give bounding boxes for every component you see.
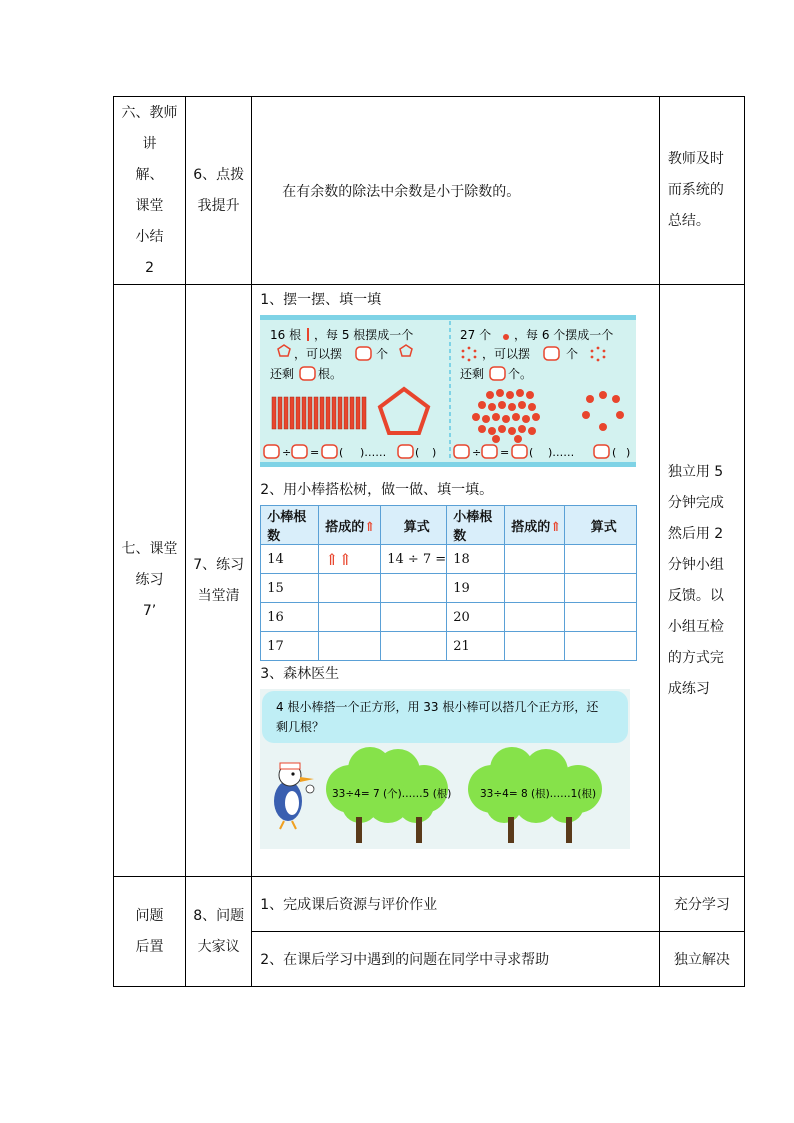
- table-cell: [381, 574, 447, 603]
- ex1-right-line2a: ，可以摆: [482, 347, 531, 361]
- exercise-3-title: 3、森林医生: [260, 666, 340, 682]
- table-cell: [505, 632, 565, 661]
- note-text: 然后用 2: [667, 525, 724, 542]
- exercise-1-illustration: [260, 315, 636, 467]
- stage-cell-summary: [114, 97, 186, 285]
- pine-tree-icon: ⇑⇑: [325, 549, 353, 569]
- activity-cell-summary: [186, 97, 252, 285]
- ex1-left-line1b: ，每 5 根摆成一个: [314, 328, 414, 342]
- blank-box: [300, 367, 315, 380]
- stage-text: 问题: [135, 907, 164, 924]
- stage-text: 后置: [135, 938, 164, 955]
- svg-text:)……: )……: [360, 446, 387, 459]
- apple-icon: [503, 334, 509, 340]
- table-cell: 14 ÷ 7 =: [381, 545, 447, 574]
- ex3-question-line1: 4 根小棒搭一个正方形，用 33 根小棒可以搭几个正方形，还: [276, 700, 599, 714]
- stage-text: 小结: [135, 228, 164, 245]
- svg-text:): ): [432, 446, 437, 459]
- note-text: 独立用 5: [667, 463, 724, 480]
- post-item-1: 1、完成课后资源与评价作业: [252, 877, 660, 932]
- ex1-right-line1b: ，每 6 个摆成一个: [514, 328, 614, 342]
- table-cell: [565, 545, 637, 574]
- table-row: [261, 545, 637, 574]
- svg-text:(: (: [529, 446, 534, 459]
- table-row: [261, 632, 637, 661]
- exercise-2-panel: [260, 505, 636, 654]
- note-text: 成练习: [667, 680, 710, 697]
- pine-tree-table: [260, 505, 637, 661]
- activity-text: 7、练习: [193, 556, 245, 573]
- header-cell: 搭成的⇑: [505, 506, 565, 545]
- summary-text: 在有余数的除法中余数是小于除数的。: [282, 183, 521, 200]
- table-cell: [505, 603, 565, 632]
- stage-text: 七、课堂: [121, 541, 178, 557]
- header-cell: 算式: [381, 506, 447, 545]
- ex3-question-line2: 剩几根？: [276, 720, 325, 734]
- header-cell: 搭成的⇑: [319, 506, 381, 545]
- svg-text:): ): [626, 446, 631, 459]
- table-cell: [319, 632, 381, 661]
- ex1-left-line3b: 根。: [318, 367, 343, 381]
- blank-box: [490, 367, 505, 380]
- ex1-right-line1: 27 个: [460, 328, 492, 342]
- blank-box: [544, 347, 559, 360]
- table-cell: [319, 574, 381, 603]
- stage-text: 六、教师: [121, 104, 178, 121]
- stage-text: 练习: [135, 572, 164, 588]
- note-text: 小组互检: [667, 618, 724, 635]
- activity-cell-practice: [186, 285, 252, 877]
- note-cell-practice: [659, 285, 744, 877]
- note-text: 的方式完: [667, 649, 724, 666]
- header-cell: 算式: [565, 506, 637, 545]
- ex1-left-line1: 16 根: [270, 328, 302, 342]
- svg-text:=: =: [500, 446, 510, 459]
- table-cell: [319, 603, 381, 632]
- stick-icon: [307, 328, 309, 341]
- post-item-2: 2、在课后学习中遇到的问题在同学中寻求帮助: [252, 932, 660, 987]
- table-cell: [505, 574, 565, 603]
- table-cell: 16: [261, 603, 319, 632]
- activity-text: 大家议: [197, 938, 240, 955]
- exercise-1-panel: [260, 315, 636, 467]
- stage-cell-practice: [114, 285, 186, 877]
- table-cell: 19: [447, 574, 505, 603]
- activity-text: 当堂清: [197, 587, 240, 604]
- pine-tree-icon: ⇑: [364, 519, 376, 535]
- stage-text: 讲: [142, 135, 157, 152]
- table-cell: [505, 545, 565, 574]
- svg-text:(: (: [415, 446, 420, 459]
- table-cell: [565, 603, 637, 632]
- note-text: 分钟完成: [667, 494, 724, 511]
- tree-answer-2: 33÷4= 8 (根)……1(根): [480, 788, 597, 800]
- lesson-plan-table: [113, 96, 745, 987]
- row-teacher-summary: [114, 97, 745, 285]
- ex1-right-line3a: 还剩: [460, 367, 485, 381]
- activity-text: 8、问题: [193, 907, 245, 924]
- stage-text: 解、: [135, 166, 164, 183]
- post-note-1: 充分学习: [659, 877, 744, 932]
- table-cell: [319, 545, 381, 574]
- forest-doctor-illustration: [260, 689, 630, 849]
- pine-tree-icon: ⇑: [550, 519, 562, 535]
- exercise-2-title: 2、用小棒搭松树，做一做、填一填。: [260, 482, 494, 498]
- note-text: 教师及时: [667, 151, 724, 167]
- ex1-right-line2b: 个: [566, 347, 579, 361]
- activity-cell-post: [186, 877, 252, 987]
- row-post-questions-1: [114, 877, 745, 932]
- svg-text:=: =: [310, 446, 320, 459]
- svg-text:÷: ÷: [282, 446, 292, 459]
- note-cell-summary: [659, 97, 744, 285]
- table-cell: 14: [261, 545, 319, 574]
- ex1-left-line3a: 还剩: [270, 367, 295, 381]
- stage-cell-post: [114, 877, 186, 987]
- post-note-2: 独立解决: [659, 932, 744, 987]
- activity-text: 我提升: [197, 197, 240, 214]
- note-text: 而系统的: [667, 182, 724, 198]
- table-cell: [565, 632, 637, 661]
- table-header-row: [261, 506, 637, 545]
- svg-text:)……: )……: [548, 446, 575, 459]
- table-cell: 15: [261, 574, 319, 603]
- table-cell: [381, 632, 447, 661]
- stage-text: 2: [145, 259, 155, 276]
- header-cell: 小棒根数: [261, 506, 319, 545]
- header-cell: 小棒根数: [447, 506, 505, 545]
- table-cell: [565, 574, 637, 603]
- stage-text: 7’: [142, 603, 157, 619]
- note-text: 反馈。以: [667, 587, 724, 604]
- stage-text: 课堂: [135, 197, 164, 214]
- table-cell: 20: [447, 603, 505, 632]
- ex1-left-line2b: 个: [376, 347, 389, 361]
- note-text: 总结。: [667, 213, 710, 229]
- content-cell-summary: [252, 97, 660, 285]
- table-cell: [381, 603, 447, 632]
- table-cell: 17: [261, 632, 319, 661]
- table-cell: 18: [447, 545, 505, 574]
- ex1-right-line3b: 个。: [508, 367, 533, 381]
- tree-answer-1: 33÷4= 7 (个)……5 (根): [332, 788, 452, 800]
- blank-box: [356, 347, 371, 360]
- exercise-3-panel: [260, 689, 630, 849]
- table-row: [261, 603, 637, 632]
- row-classroom-practice: [114, 285, 745, 877]
- table-row: [261, 574, 637, 603]
- table-cell: 21: [447, 632, 505, 661]
- note-text: 分钟小组: [667, 556, 724, 573]
- activity-text: 6、点拨: [193, 166, 245, 183]
- ex1-left-line2a: ，可以摆: [294, 347, 343, 361]
- content-cell-practice: [252, 285, 660, 877]
- exercise-1-title: 1、摆一摆、填一填: [260, 292, 382, 308]
- svg-text:(: (: [339, 446, 344, 459]
- svg-text:(: (: [612, 446, 617, 459]
- svg-text:÷: ÷: [472, 446, 482, 459]
